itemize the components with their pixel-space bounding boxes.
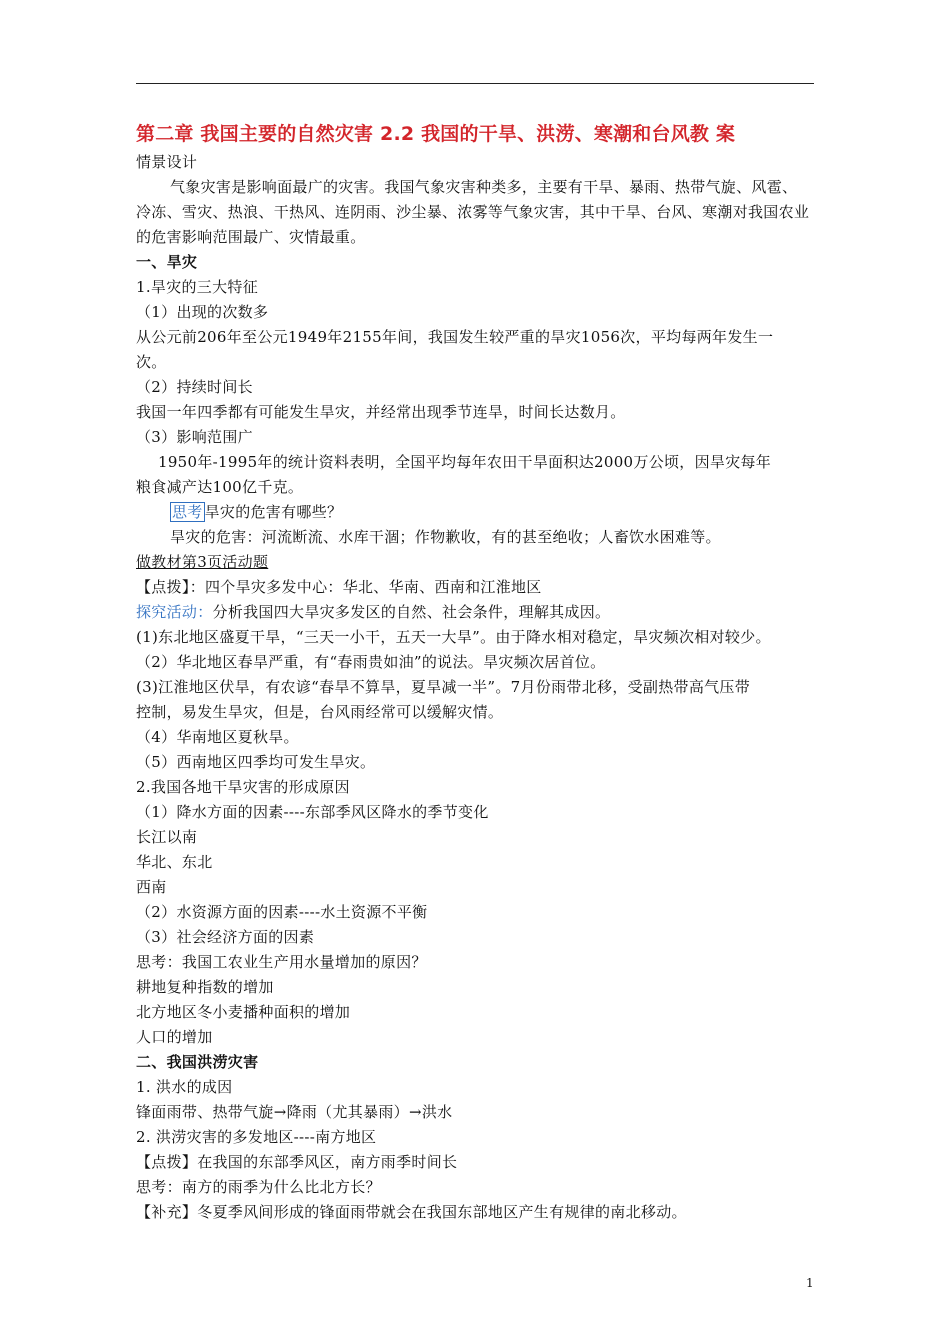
line-text: 从公元前206年至公元1949年2155年间，我国发生较严重的旱灾1056次，平均每两年发生一 bbox=[136, 328, 774, 346]
text-line bbox=[136, 825, 816, 850]
line-text: 情景设计 bbox=[136, 153, 198, 171]
activity-label: 探究活动： bbox=[136, 603, 213, 621]
line-text: 北方地区冬小麦播种面积的增加 bbox=[136, 1003, 351, 1021]
line-text: 华北、东北 bbox=[136, 853, 213, 871]
line-text: 次。 bbox=[136, 353, 167, 371]
header-rule bbox=[136, 83, 814, 84]
text-line bbox=[136, 525, 816, 550]
page-title: 第二章 我国主要的自然灾害 2.2 我国的干旱、洪涝、寒潮和台风教 案 bbox=[136, 123, 736, 145]
text-line bbox=[136, 1025, 816, 1050]
text-line bbox=[136, 475, 816, 500]
text-line bbox=[136, 550, 816, 575]
text-line bbox=[136, 1100, 816, 1125]
line-text: 2.我国各地干旱灾害的形成原因 bbox=[136, 778, 350, 796]
line-text: 人口的增加 bbox=[136, 1028, 213, 1046]
line-text: 2. 洪涝灾害的多发地区----南方地区 bbox=[136, 1128, 377, 1146]
text-line bbox=[136, 1150, 816, 1175]
line-text: 做教材第3页活动题 bbox=[136, 553, 269, 571]
line-text: 【点拨】在我国的东部季风区，南方雨季时间长 bbox=[136, 1153, 458, 1171]
line-text: （4）华南地区夏秋旱。 bbox=[136, 728, 299, 746]
text-line bbox=[136, 350, 816, 375]
line-text: 分析我国四大旱灾多发区的自然、社会条件，理解其成因。 bbox=[212, 603, 611, 621]
line-text: 【点拨】：四个旱灾多发中心：华北、华南、西南和江淮地区 bbox=[136, 578, 542, 596]
line-text: 的危害影响范围最广、灾情最重。 bbox=[136, 228, 366, 246]
text-line bbox=[136, 875, 816, 900]
text-line bbox=[136, 500, 816, 525]
line-text: 耕地复种指数的增加 bbox=[136, 978, 274, 996]
line-text: 气象灾害是影响面最广的灾害。我国气象灾害种类多，主要有干旱、暴雨、热带气旋、风雹、 bbox=[170, 178, 798, 196]
text-line bbox=[136, 400, 816, 425]
text-line bbox=[136, 200, 816, 225]
line-text: 粮食减产达100亿千克。 bbox=[136, 478, 304, 496]
line-text: 锋面雨带、热带气旋→降雨（尤其暴雨）→洪水 bbox=[136, 1103, 453, 1121]
text-line bbox=[136, 800, 816, 825]
text-line bbox=[136, 1000, 816, 1025]
line-text: 我国一年四季都有可能发生旱灾，并经常出现季节连旱，时间长达数月。 bbox=[136, 403, 626, 421]
think-label: 思考 bbox=[172, 503, 203, 521]
text-line bbox=[136, 700, 816, 725]
line-text: 西南 bbox=[136, 878, 167, 896]
text-line bbox=[136, 925, 816, 950]
text-line bbox=[136, 625, 816, 650]
text-line bbox=[136, 425, 816, 450]
line-text: 1. 洪水的成因 bbox=[136, 1078, 233, 1096]
line-text: 1.旱灾的三大特征 bbox=[136, 278, 259, 296]
text-line bbox=[136, 1200, 816, 1225]
text-line bbox=[136, 750, 816, 775]
text-lines bbox=[136, 150, 816, 1225]
page-number: 1 bbox=[806, 1276, 814, 1290]
line-text: 控制，易发生旱灾，但是，台风雨经常可以缓解灾情。 bbox=[136, 703, 504, 721]
text-line bbox=[136, 850, 816, 875]
text-line bbox=[136, 1175, 816, 1200]
line-text: 旱灾的危害：河流断流、水库干涸；作物歉收，有的甚至绝收；人畜饮水困难等。 bbox=[170, 528, 721, 546]
text-line bbox=[136, 150, 816, 175]
text-line bbox=[136, 225, 816, 250]
line-text: 思考：我国工农业生产用水量增加的原因？ bbox=[136, 953, 427, 971]
line-text: (1)东北地区盛夏干旱，“三天一小干，五天一大旱”。由于降水相对稳定，旱灾频次相对较少。 bbox=[136, 628, 771, 646]
line-text: （3）影响范围广 bbox=[136, 428, 253, 446]
line-text: 1950年-1995年的统计资料表明，全国平均每年农田干旱面积达2000万公顷，因旱灾每年 bbox=[158, 453, 772, 471]
text-line bbox=[136, 275, 816, 300]
text-line bbox=[136, 325, 816, 350]
text-line bbox=[136, 575, 816, 600]
text-line bbox=[136, 600, 816, 625]
line-text: 思考：南方的雨季为什么比北方长？ bbox=[136, 1178, 381, 1196]
text-line bbox=[136, 950, 816, 975]
line-text: （2）水资源方面的因素----水土资源不平衡 bbox=[136, 903, 428, 921]
line-text: （2）持续时间长 bbox=[136, 378, 253, 396]
line-text: 长江以南 bbox=[136, 828, 198, 846]
line-text: （1）降水方面的因素----东部季风区降水的季节变化 bbox=[136, 803, 489, 821]
text-line bbox=[136, 900, 816, 925]
text-line bbox=[136, 1125, 816, 1150]
text-line bbox=[136, 725, 816, 750]
line-text: （1）出现的次数多 bbox=[136, 303, 269, 321]
document-body bbox=[136, 118, 816, 1225]
text-line bbox=[136, 300, 816, 325]
line-text: 二、我国洪涝灾害 bbox=[136, 1053, 259, 1071]
section-heading bbox=[136, 1050, 816, 1075]
text-line bbox=[136, 375, 816, 400]
text-line bbox=[136, 675, 816, 700]
line-text: 冷冻、雪灾、热浪、干热风、连阴雨、沙尘暴、浓雾等气象灾害，其中干旱、台风、寒潮对我国农业 bbox=[136, 203, 810, 221]
text-line bbox=[136, 450, 816, 475]
text-line bbox=[136, 975, 816, 1000]
text-line bbox=[136, 1075, 816, 1100]
section-heading bbox=[136, 250, 816, 275]
line-text: 一、旱灾 bbox=[136, 253, 198, 271]
line-text: (3)江淮地区伏旱，有农谚“春旱不算旱，夏旱减一半”。7月份雨带北移，受副热带高气压带 bbox=[136, 678, 751, 696]
line-text: （2）华北地区春旱严重，有“春雨贵如油”的说法。旱灾频次居首位。 bbox=[136, 653, 606, 671]
line-text: （3）社会经济方面的因素 bbox=[136, 928, 315, 946]
text-line bbox=[136, 775, 816, 800]
text-line bbox=[136, 175, 816, 200]
line-text: 【补充】冬夏季风间形成的锋面雨带就会在我国东部地区产生有规律的南北移动。 bbox=[136, 1203, 687, 1221]
line-text: （5）西南地区四季均可发生旱灾。 bbox=[136, 753, 376, 771]
line-text: 旱灾的危害有哪些？ bbox=[204, 503, 343, 521]
text-line bbox=[136, 650, 816, 675]
